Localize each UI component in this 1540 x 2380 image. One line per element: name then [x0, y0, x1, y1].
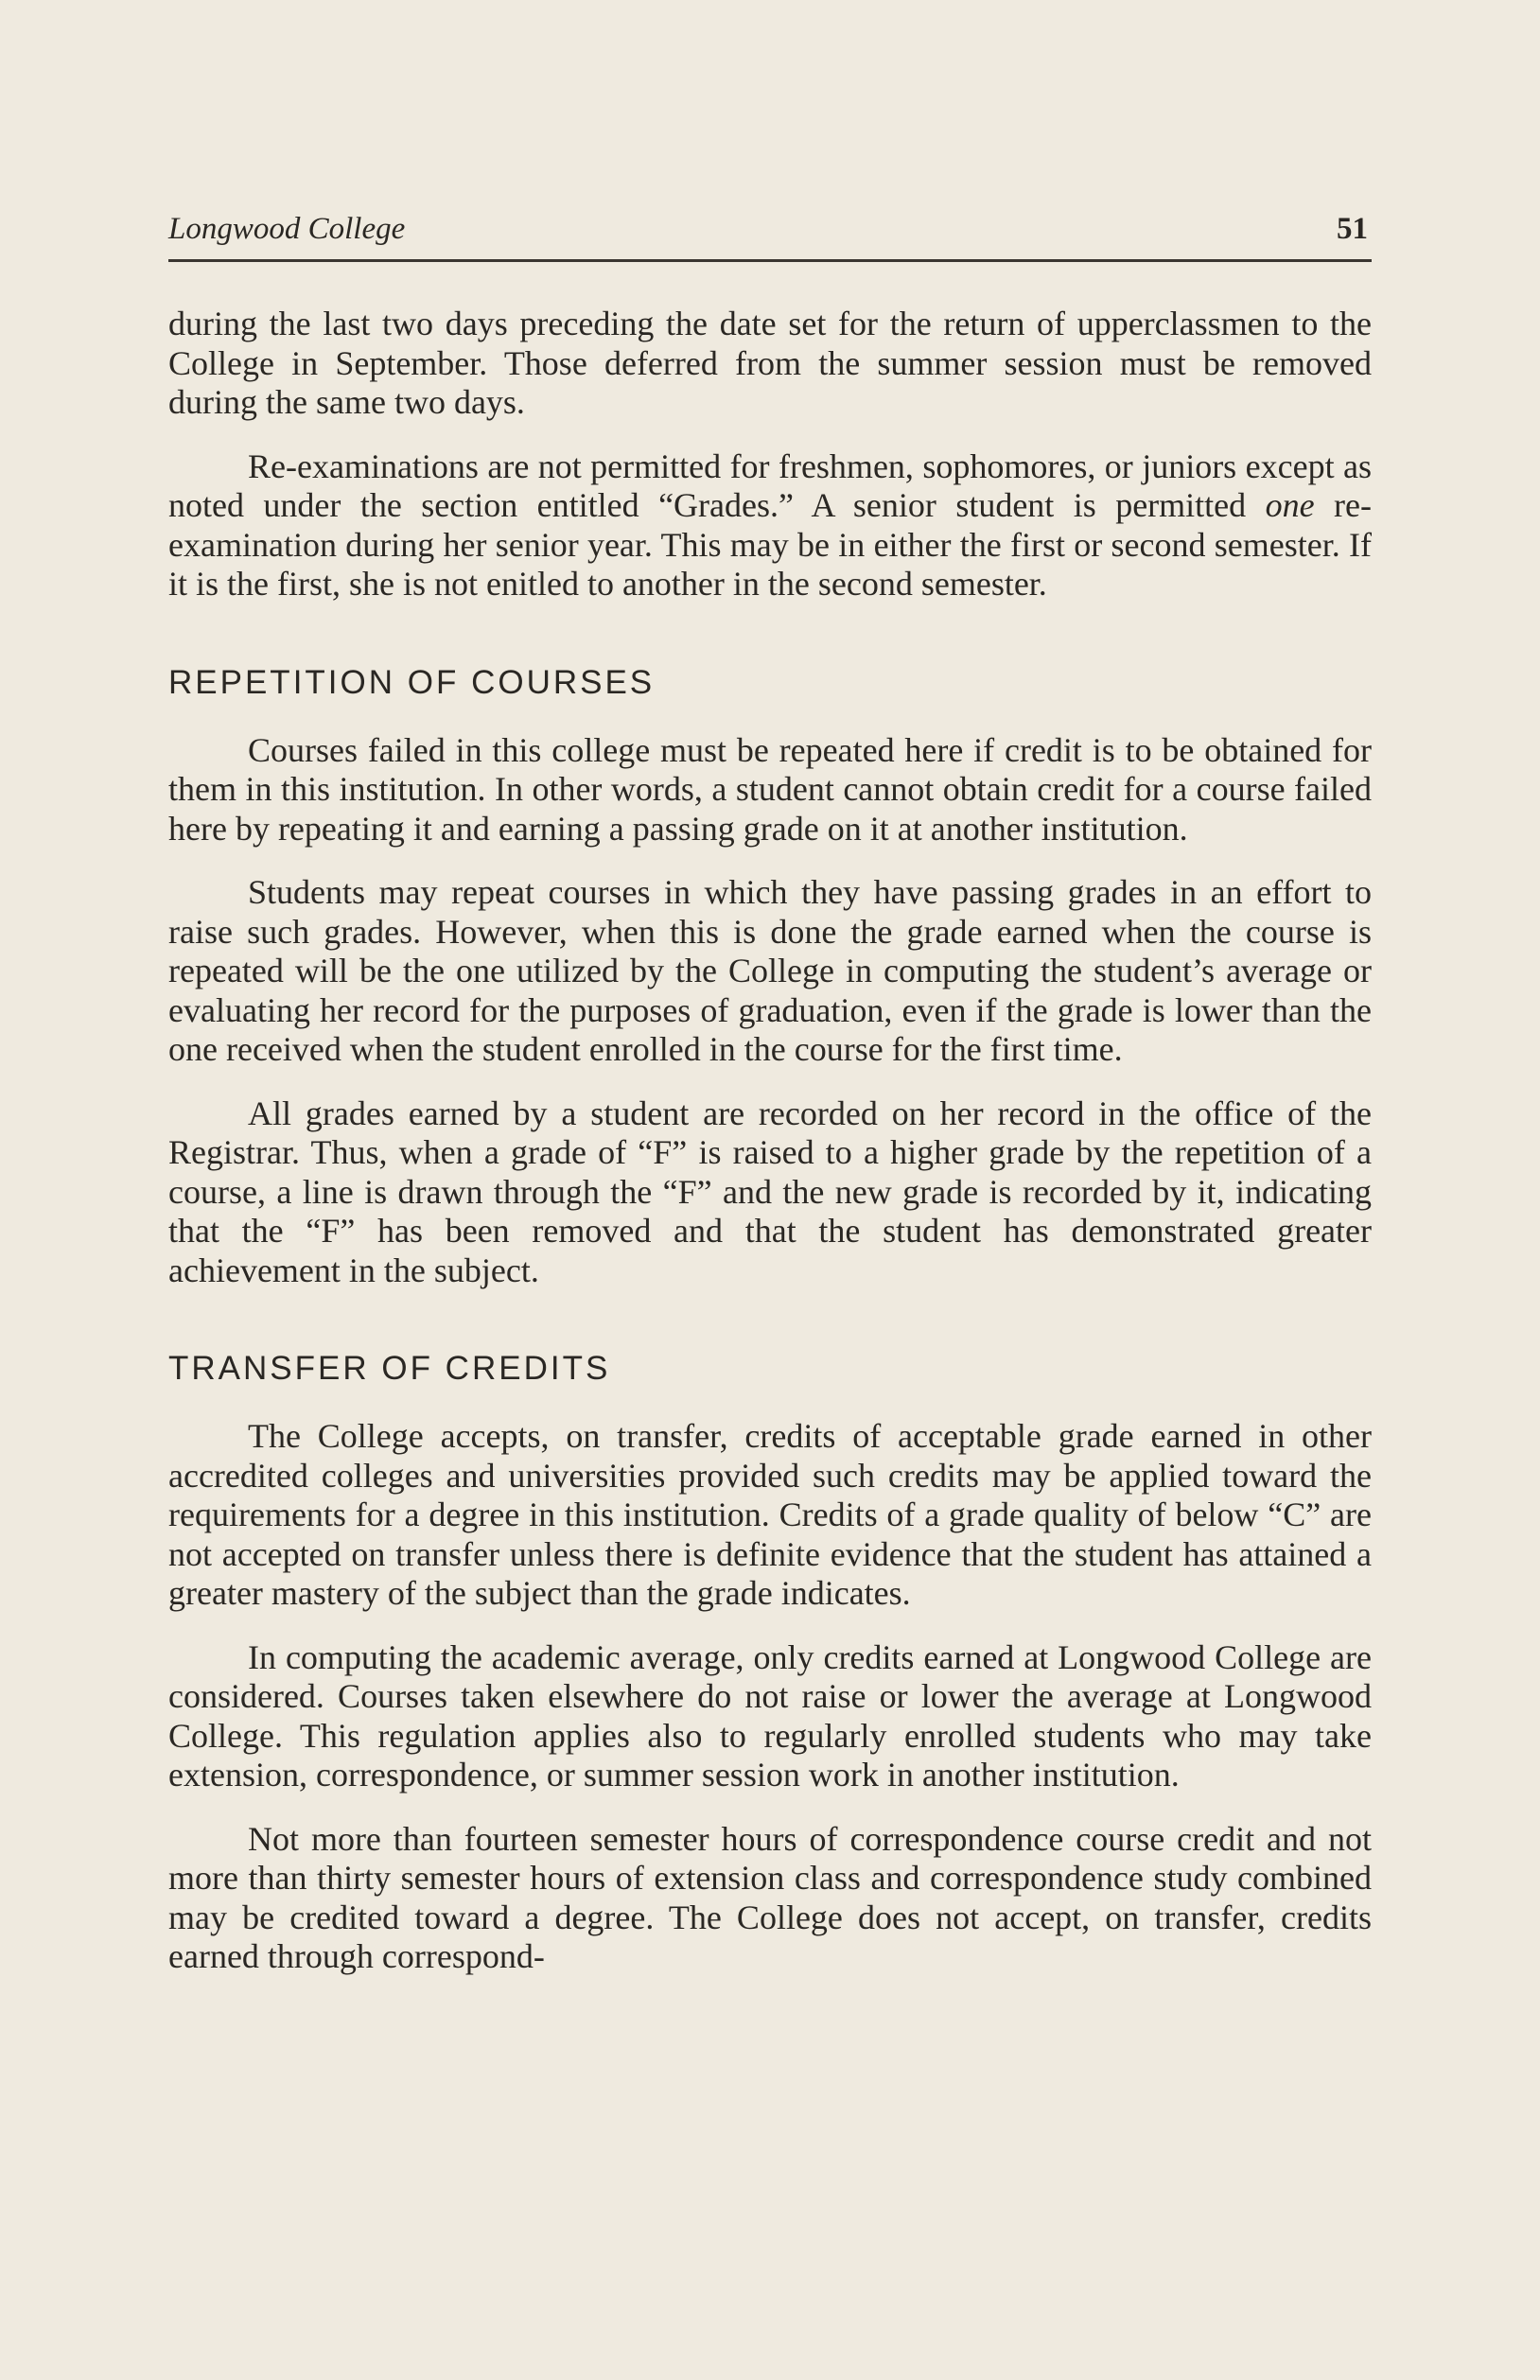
- section-heading-repetition: REPETITION OF COURSES: [168, 663, 656, 701]
- page-body: [168, 305, 1372, 2002]
- paragraph-academic-average: In computing the academic average, only credits earned at Longwood College are considered. Courses taken elsewhere do not raise or lower the average at Longwood College. This regulation applies also to regularly enrolled students who may take extension, correspondence, or summer session work in another institution.: [168, 1637, 1372, 1794]
- paragraph-transfer-credits: The College accepts, on transfer, credits of acceptable grade earned in other accredited colleges and universities provided such credits may be applied toward the requirements for a degree in this institution. Credits of a grade quality of below “C” are not accepted on transfer unless there is definite evidence that the student has attained a greater mastery of the subject than the grade indicates.: [168, 1417, 1372, 1612]
- paragraph-repeat-courses: Students may repeat courses in which they have passing grades in an effort to raise such grades. However, when this is done the grade earned when the course is repeated will be the one utilized by the College in computing the student’s average or evaluating her record for the purposes of graduation, even if the grade is lower than the one received when the student enrolled in the course for the first time.: [168, 873, 1372, 1068]
- page-number: 51: [1337, 212, 1368, 246]
- running-title: Longwood College: [168, 212, 406, 246]
- page-header: [168, 208, 1372, 262]
- paragraph-failed-courses: Courses failed in this college must be repeated here if credit is to be obtained for them in this institution. In other words, a student cannot obtain credit for a course failed here by repeating it and earning a passing grade on it at another institution.: [168, 730, 1372, 848]
- section-heading-transfer: TRANSFER OF CREDITS: [168, 1350, 611, 1387]
- re-examinations-text-start: Re-examinations are not permitted for freshmen, sophomores, or juniors except as noted under the section entitled “Grades.” A senior student is permitted: [168, 446, 1372, 524]
- paragraph-re-examinations: [168, 447, 1372, 604]
- paragraph-correspondence-credit: Not more than fourteen semester hours of correspondence course credit and not more than thirty semester hours of extension class and correspondence study combined may be credited toward a degree. The College does not accept, on transfer, credits earned through correspond-: [168, 1819, 1372, 1975]
- emphasis-one: one: [1265, 486, 1315, 524]
- paragraph-grade-records: All grades earned by a student are recorded on her record in the office of the Registrar. Thus, when a grade of “F” is raised to a higher grade by the repetition of a course, a line is drawn through the “F” and the new grade is recorded by it, indicating that the “F” has been removed and that the student has demonstrated greater achievement in the subject.: [168, 1094, 1372, 1289]
- re-examinations-text-end: re-examination during her senior year. This may be in either the first or second semester. If it is the first, she is not enitled to another in the second semester.: [168, 486, 1372, 603]
- paragraph-deferred-exams: during the last two days preceding the date set for the return of upperclassmen to the College in September. Those deferred from the summer session must be removed during the same two days.: [168, 305, 1372, 421]
